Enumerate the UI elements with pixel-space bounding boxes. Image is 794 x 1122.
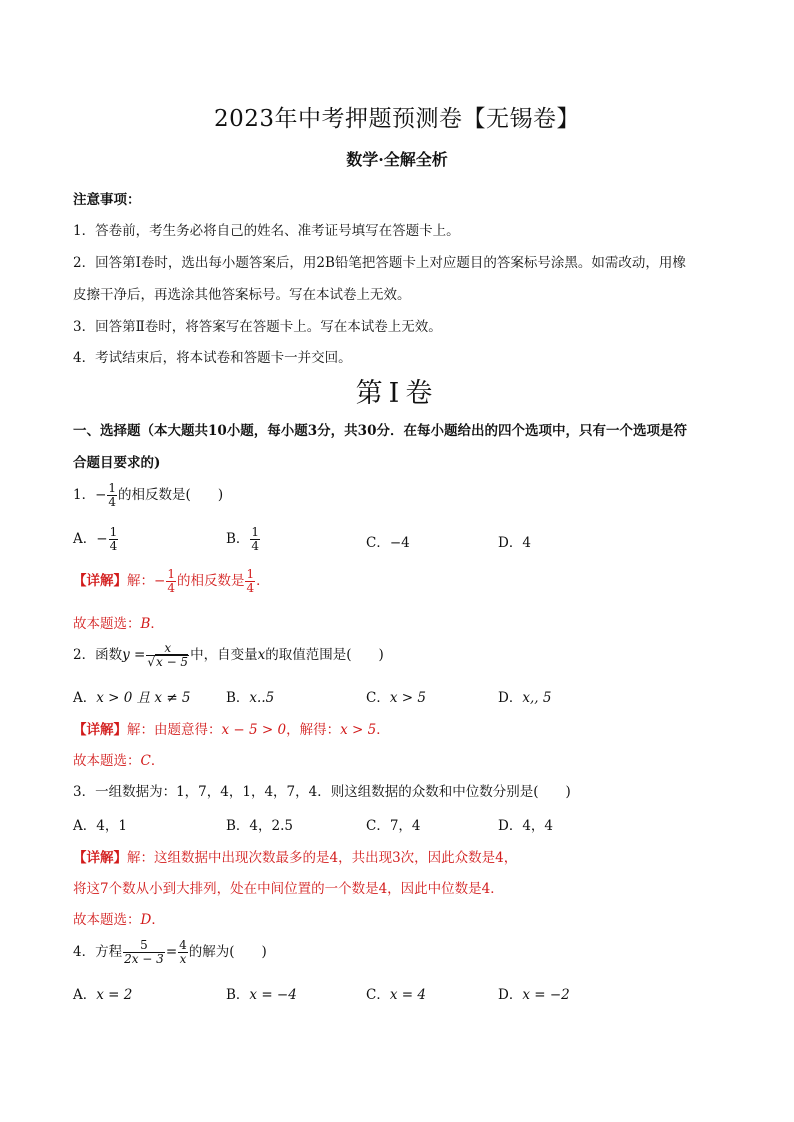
stem-text: 函数 xyxy=(95,647,123,663)
stem-text: 的取值范围是( ) xyxy=(265,647,384,663)
minus-sign: − xyxy=(154,573,166,589)
stem-text: 方程 xyxy=(95,944,123,960)
denominator: 4 xyxy=(251,539,260,553)
denominator: 4 xyxy=(167,581,175,595)
question-3-stem: 3．一组数据为：1，7，4，1，4，7，4．则这组数据的众数和中位数分别是( ) xyxy=(73,784,571,800)
math-expression: x − 5 > 0 xyxy=(221,722,287,738)
explanation-text: 解： xyxy=(127,573,154,589)
question-3-explanation-line1 xyxy=(73,846,517,866)
explanation-text: 解：由题意得： xyxy=(127,722,222,738)
question-number: 2． xyxy=(73,647,96,663)
stem-text: 的相反数是( ) xyxy=(118,487,224,503)
question-3-option-c: C．7，4 xyxy=(366,818,421,834)
option-label: A． xyxy=(73,531,97,547)
question-4-option-d xyxy=(498,983,570,1003)
section-heading-line2: 合题目要求的) xyxy=(73,455,161,471)
option-value: 4 xyxy=(522,535,531,551)
explanation-text: ，解得： xyxy=(286,722,341,738)
minus-sign: − xyxy=(95,487,107,503)
minus-sign: − xyxy=(96,531,108,547)
numerator: 1 xyxy=(109,525,118,539)
denominator: x − 5 xyxy=(155,655,189,669)
fraction xyxy=(245,568,255,595)
option-value: x > 5 xyxy=(389,690,426,706)
numerator: 1 xyxy=(251,525,260,539)
notice-item-4: 4．考试结束后，将本试卷和答题卡一并交回。 xyxy=(73,350,352,366)
question-2-answer xyxy=(73,749,164,769)
answer-value: B xyxy=(140,616,151,632)
question-2-stem xyxy=(73,642,384,669)
fraction xyxy=(250,526,260,553)
section-heading-line1: 一、选择题（本大题共10小题，每小题3分，共30分．在每小题给出的四个选项中，只有一个选项是符 xyxy=(73,423,687,439)
fraction xyxy=(178,939,188,966)
question-1-answer xyxy=(73,612,164,632)
explanation-tag: 【详解】 xyxy=(73,722,127,738)
question-4-stem xyxy=(73,939,267,966)
option-value: x = −4 xyxy=(249,987,297,1003)
option-value: x > 0 且 x ≠ 5 xyxy=(96,690,191,706)
question-1-option-a xyxy=(73,526,119,553)
option-label: C． xyxy=(366,690,390,706)
question-3-explanation-line2: 将这7个数从小到大排列，处在中间位置的一个数是4，因此中位数是4． xyxy=(73,881,504,897)
option-label: B． xyxy=(226,987,250,1003)
denominator: 4 xyxy=(109,539,118,553)
numerator: 1 xyxy=(167,567,175,581)
option-label: D． xyxy=(498,987,523,1003)
question-2-option-a xyxy=(73,686,191,706)
question-2-explanation xyxy=(73,718,390,738)
math-expression: y = xyxy=(122,647,146,663)
question-3-answer xyxy=(73,908,165,928)
option-value: x..5 xyxy=(249,690,275,706)
question-1-stem xyxy=(73,482,223,509)
question-number: 4． xyxy=(73,944,96,960)
explanation-text: 的相反数是 xyxy=(176,573,245,589)
explanation-text: 解：这组数据中出现次数最多的是4，共出现3次，因此众数是4， xyxy=(127,850,518,866)
answer-prefix: 故本题选： xyxy=(73,753,141,769)
answer-value: C xyxy=(140,753,151,769)
numerator: 1 xyxy=(108,481,117,495)
answer-prefix: 故本题选： xyxy=(73,912,141,928)
section-title: 第Ⅰ卷 xyxy=(355,378,439,409)
fraction xyxy=(109,526,119,553)
numerator: x xyxy=(146,642,189,656)
option-value: x,, 5 xyxy=(522,690,552,706)
numerator: 1 xyxy=(246,567,255,581)
answer-suffix: ． xyxy=(151,912,165,928)
answer-prefix: 故本题选： xyxy=(73,616,141,632)
option-label: D． xyxy=(498,535,523,551)
option-label: B． xyxy=(226,531,250,547)
option-value: x = −2 xyxy=(522,987,570,1003)
question-4-option-b xyxy=(226,983,297,1003)
option-label: C． xyxy=(366,987,390,1003)
fraction xyxy=(107,482,117,509)
explanation-text: ． xyxy=(376,722,390,738)
notice-item-2: 2．回答第Ⅰ卷时，选出每小题答案后，用2B铅笔把答题卡上对应题目的答案标号涂黑。如需改动，用橡 xyxy=(73,255,686,271)
page-subtitle: 数学·全解全析 xyxy=(346,150,448,169)
option-label: B． xyxy=(226,690,250,706)
notice-item-1: 1．答卷前，考生务必将自己的姓名、准考证号填写在答题卡上。 xyxy=(73,223,460,239)
question-number: 1． xyxy=(73,487,96,503)
explanation-tag: 【详解】 xyxy=(73,573,127,589)
fraction xyxy=(123,939,165,966)
notice-heading: 注意事项： xyxy=(73,192,141,208)
stem-text: 的解为( ) xyxy=(188,944,267,960)
question-4-option-c xyxy=(366,983,426,1003)
denominator: 4 xyxy=(246,581,255,595)
page-title: 2023年中考押题预测卷【无锡卷】 xyxy=(213,106,581,132)
question-1-option-b xyxy=(226,526,261,553)
stem-text: 中，自变量 xyxy=(190,647,258,663)
question-2-option-b xyxy=(226,686,274,706)
denominator: x xyxy=(179,952,187,966)
option-label: C． xyxy=(366,535,390,551)
option-label: A． xyxy=(73,987,97,1003)
notice-item-2-cont: 皮擦干净后，再选涂其他答案标号。写在本试卷上无效。 xyxy=(73,287,411,303)
notice-item-3: 3．回答第Ⅱ卷时，将答案写在答题卡上。写在本试卷上无效。 xyxy=(73,319,442,335)
equals-sign: = xyxy=(165,944,178,960)
question-2-option-d xyxy=(498,686,551,706)
question-3-option-d: D．4，4 xyxy=(498,818,554,834)
option-value: x = 2 xyxy=(96,987,133,1003)
fraction: $\frac{x}{√x - 5}$ xyxy=(147,641,189,669)
answer-suffix: ． xyxy=(150,616,164,632)
answer-suffix: ． xyxy=(150,753,165,769)
fraction xyxy=(166,568,176,595)
question-1-explanation xyxy=(73,568,270,595)
question-1-option-d xyxy=(498,531,531,551)
question-1-option-c xyxy=(366,531,410,551)
answer-value: D xyxy=(140,912,152,928)
question-4-option-a xyxy=(73,983,132,1003)
option-value: −4 xyxy=(389,535,410,551)
numerator: 5 xyxy=(123,939,165,953)
numerator: 4 xyxy=(179,938,187,952)
variable: x xyxy=(257,647,266,663)
question-3-option-b: B．4，2.5 xyxy=(226,818,293,834)
explanation-text: ． xyxy=(256,573,270,589)
option-label: A． xyxy=(73,690,97,706)
question-2-option-c xyxy=(366,686,426,706)
denominator: 2x − 3 xyxy=(124,952,164,966)
denominator: 4 xyxy=(108,495,117,509)
option-value: x = 4 xyxy=(389,987,426,1003)
question-3-option-a: A．4，1 xyxy=(73,818,127,834)
option-label: D． xyxy=(498,690,523,706)
explanation-tag: 【详解】 xyxy=(73,850,127,866)
math-expression: x > 5 xyxy=(340,722,377,738)
